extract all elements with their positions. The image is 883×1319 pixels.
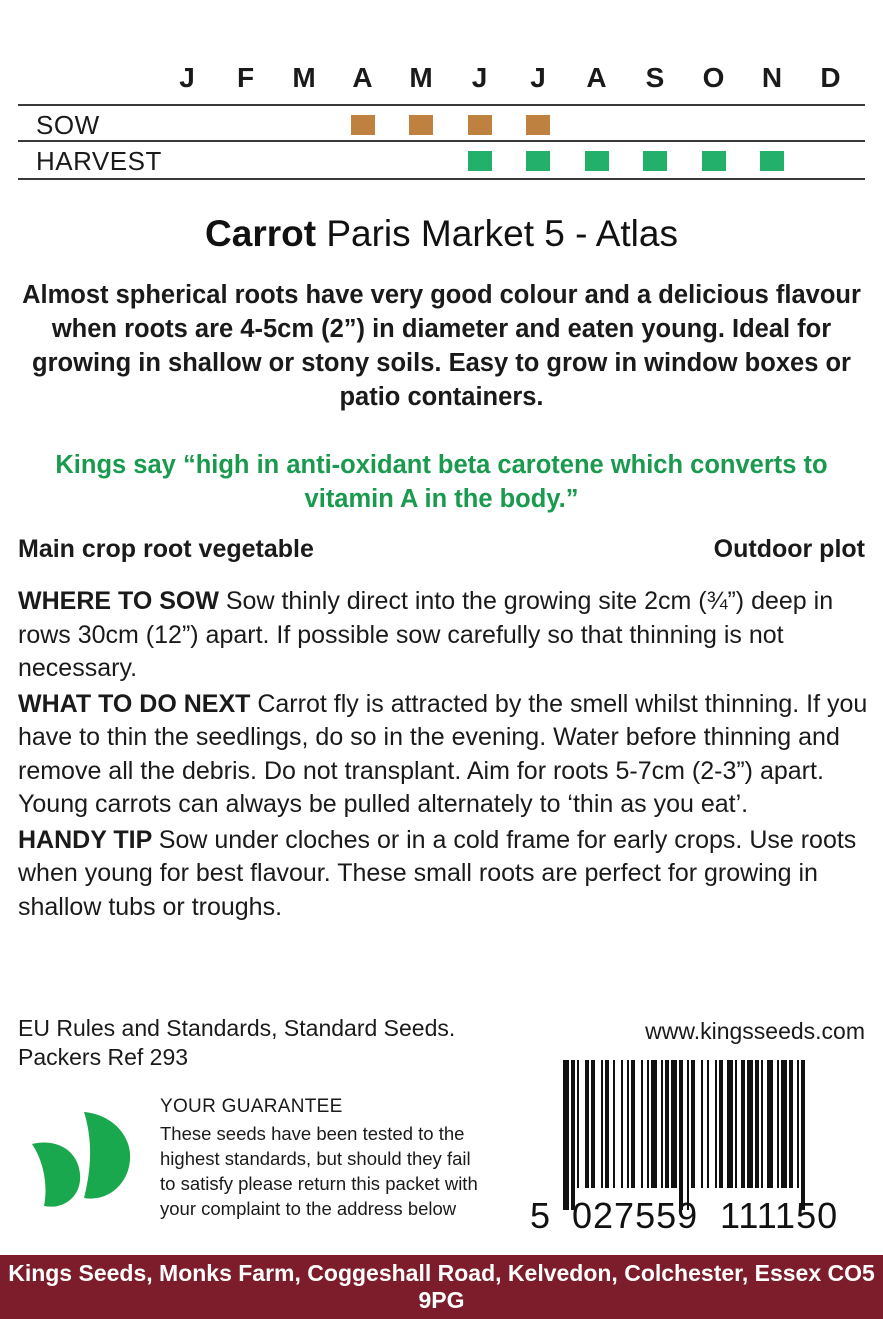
calendar-cell-sow-6 xyxy=(468,115,492,135)
calendar-row-track xyxy=(158,142,865,178)
kings-say-note: Kings say “high in anti-oxidant beta carotene which converts to vitamin A in the body.” xyxy=(55,451,828,513)
calendar-month-8: A xyxy=(586,62,607,93)
calendar-row-harvest xyxy=(18,142,865,180)
variety-description: Almost spherical roots have very good colour and a delicious flavour when roots are 4-5cm (2”) in diameter and eaten young. Ideal for growing in shallow or stony soils. Easy to grow in window boxes or patio containers. xyxy=(22,281,861,411)
guarantee-line-2: highest standards, but should they fail xyxy=(160,1148,471,1169)
calendar-month-7: J xyxy=(530,62,546,93)
leaf-logo-icon xyxy=(22,1104,142,1214)
barcode xyxy=(563,1060,865,1210)
variety-name: Paris Market 5 - Atlas xyxy=(326,213,678,254)
eu-rules-block xyxy=(18,1014,455,1072)
eu-rules-line: EU Rules and Standards, Standard Seeds. xyxy=(18,1015,456,1041)
guarantee-line-3: to satisfy please return this packet with xyxy=(160,1173,478,1194)
calendar-month-1: J xyxy=(179,62,195,93)
calendar-row-sow xyxy=(18,104,865,142)
barcode-left-group: 027559 xyxy=(572,1195,699,1236)
growing-instructions xyxy=(18,585,868,926)
calendar-cell-harvest-8 xyxy=(585,151,609,171)
guarantee-line-1: These seeds have been tested to the xyxy=(160,1123,465,1144)
barcode-digits xyxy=(530,1195,870,1235)
guarantee-line-4: your complaint to the address below xyxy=(160,1198,457,1219)
company-address-bar: Kings Seeds, Monks Farm, Coggeshall Road, Kelvedon, Colchester, Essex CO5 9PG xyxy=(0,1255,883,1319)
calendar-cell-harvest-9 xyxy=(643,151,667,171)
barcode-lead-digit: 5 xyxy=(530,1195,552,1236)
calendar-month-12: D xyxy=(820,62,841,93)
crop-type-label: Main crop root vegetable xyxy=(18,535,314,563)
calendar-month-2: F xyxy=(236,62,255,93)
calendar-month-6: J xyxy=(471,62,488,93)
calendar-row-label: HARVEST xyxy=(36,146,162,176)
calendar-cell-harvest-7 xyxy=(526,151,550,171)
instruction-body: Carrot fly is attracted by the smell whilst thinning. If you have to thin the seedlings, do so in the evening. Water before thinning and remove all the debris. Do not transplant. Aim for roots 5-7cm (2-3”) apart. Young carrots can always be pulled alternately to ‘thin as you eat’. xyxy=(18,689,868,818)
calendar-cell-sow-5 xyxy=(409,115,433,135)
sow-harvest-calendar xyxy=(18,62,865,180)
packers-ref-line: Packers Ref 293 xyxy=(18,1044,189,1070)
calendar-row-track xyxy=(158,106,865,140)
barcode-right-group: 111150 xyxy=(720,1195,839,1236)
calendar-row-label: SOW xyxy=(36,110,100,140)
instruction-section-2 xyxy=(18,688,868,822)
calendar-cell-sow-7 xyxy=(526,115,550,135)
guarantee-block xyxy=(160,1094,540,1221)
calendar-cell-harvest-11 xyxy=(760,151,784,171)
calendar-month-11: N xyxy=(761,62,783,93)
guarantee-title: YOUR GUARANTEE xyxy=(160,1096,343,1117)
crop-type-row xyxy=(18,535,865,565)
instruction-body: Sow under cloches or in a cold frame for early crops. Use roots when young for best flavour. These small roots are perfect for growing in shallow tubs or troughs. xyxy=(18,825,857,921)
instruction-section-1 xyxy=(18,585,868,686)
calendar-month-10: O xyxy=(702,62,725,93)
calendar-month-9: S xyxy=(645,62,665,93)
calendar-month-4: A xyxy=(352,62,373,93)
calendar-month-header xyxy=(18,62,865,102)
calendar-month-3: M xyxy=(292,62,316,93)
calendar-cell-harvest-10 xyxy=(702,151,726,171)
website-url[interactable]: www.kingsseeds.com xyxy=(645,1018,865,1044)
calendar-cell-sow-4 xyxy=(351,115,375,135)
instruction-heading: WHAT TO DO NEXT xyxy=(18,689,258,718)
calendar-cell-harvest-6 xyxy=(468,151,492,171)
instruction-heading: HANDY TIP xyxy=(18,825,159,854)
page-title xyxy=(0,213,883,255)
instruction-section-3 xyxy=(18,824,868,925)
instruction-body: Sow thinly direct into the growing site 2cm (¾”) deep in rows 30cm (12”) apart. If possible sow carefully so that thinning is not necessary. xyxy=(18,587,834,682)
growing-location-label: Outdoor plot xyxy=(713,535,865,563)
crop-name: Carrot xyxy=(205,213,317,254)
calendar-rows xyxy=(18,104,865,180)
calendar-month-5: M xyxy=(409,62,433,93)
instruction-heading: WHERE TO SOW xyxy=(18,587,226,615)
